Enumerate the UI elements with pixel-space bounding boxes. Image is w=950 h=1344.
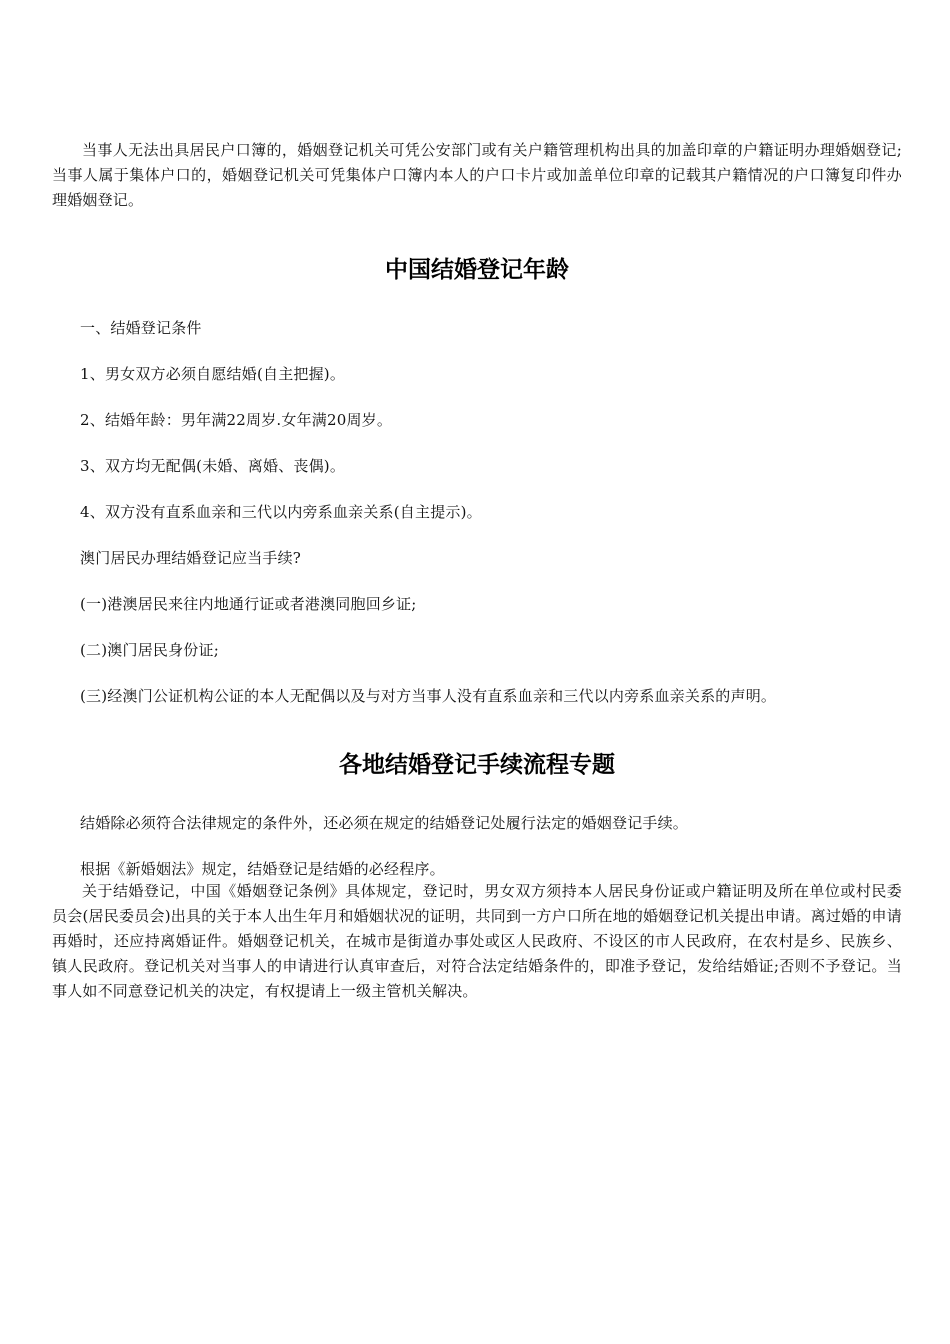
intro-paragraph: 当事人无法出具居民户口簿的，婚姻登记机关可凭公安部门或有关户籍管理机构出具的加盖印章的户籍证明办理婚姻登记;当事人属于集体户口的，婚姻登记机关可凭集体户口簿内本人的户口卡片或加盖单位印章的记载其户籍情况的户口簿复印件办理婚姻登记。 <box>52 141 902 209</box>
list-item: 4、双方没有直系血亲和三代以内旁系血亲关系(自主提示)。 <box>80 503 482 521</box>
section-title-marriage-age: 中国结婚登记年龄 <box>385 257 569 283</box>
list-item: 2、结婚年龄：男年满22周岁.女年满20周岁。 <box>80 411 393 429</box>
document-page <box>52 138 902 1004</box>
list-item: 澳门居民办理结婚登记应当手续? <box>80 549 302 567</box>
list-item: 一、结婚登记条件 <box>80 319 202 337</box>
section-title-registration-process: 各地结婚登记手续流程专题 <box>339 752 615 778</box>
registration-process-list <box>52 813 902 879</box>
list-item: 根据《新婚姻法》规定，结婚登记是结婚的必经程序。 <box>80 860 445 878</box>
list-item: 1、男女双方必须自愿结婚(自主把握)。 <box>80 365 346 383</box>
list-item: (三)经澳门公证机构公证的本人无配偶以及与对方当事人没有直系血亲和三代以内旁系血亲关系的声明。 <box>80 687 777 705</box>
registration-paragraph: 关于结婚登记，中国《婚姻登记条例》具体规定，登记时，男女双方须持本人居民身份证或户籍证明及所在单位或村民委员会(居民委员会)出具的关于本人出生年月和婚姻状况的证明，共同到一方户口所在地的婚姻登记机关提出申请。离过婚的申请再婚时，还应持离婚证件。婚姻登记机关，在城市是街道办事处或区人民政府、不设区的市人民政府，在农村是乡、民族乡、镇人民政府。登记机关对当事人的申请进行认真审查后，对符合法定结婚条件的，即准予登记，发给结婚证;否则不予登记。当事人如不同意登记机关的决定，有权提请上一级主管机关解决。 <box>52 882 902 1000</box>
list-item: 3、双方均无配偶(未婚、离婚、丧偶)。 <box>80 457 346 475</box>
marriage-conditions-list <box>52 318 902 706</box>
list-item: (二)澳门居民身份证; <box>80 641 219 659</box>
list-item: 结婚除必须符合法律规定的条件外，还必须在规定的结婚登记处履行法定的婚姻登记手续。 <box>80 814 689 832</box>
list-item: (一)港澳居民来往内地通行证或者港澳同胞回乡证; <box>80 595 417 613</box>
